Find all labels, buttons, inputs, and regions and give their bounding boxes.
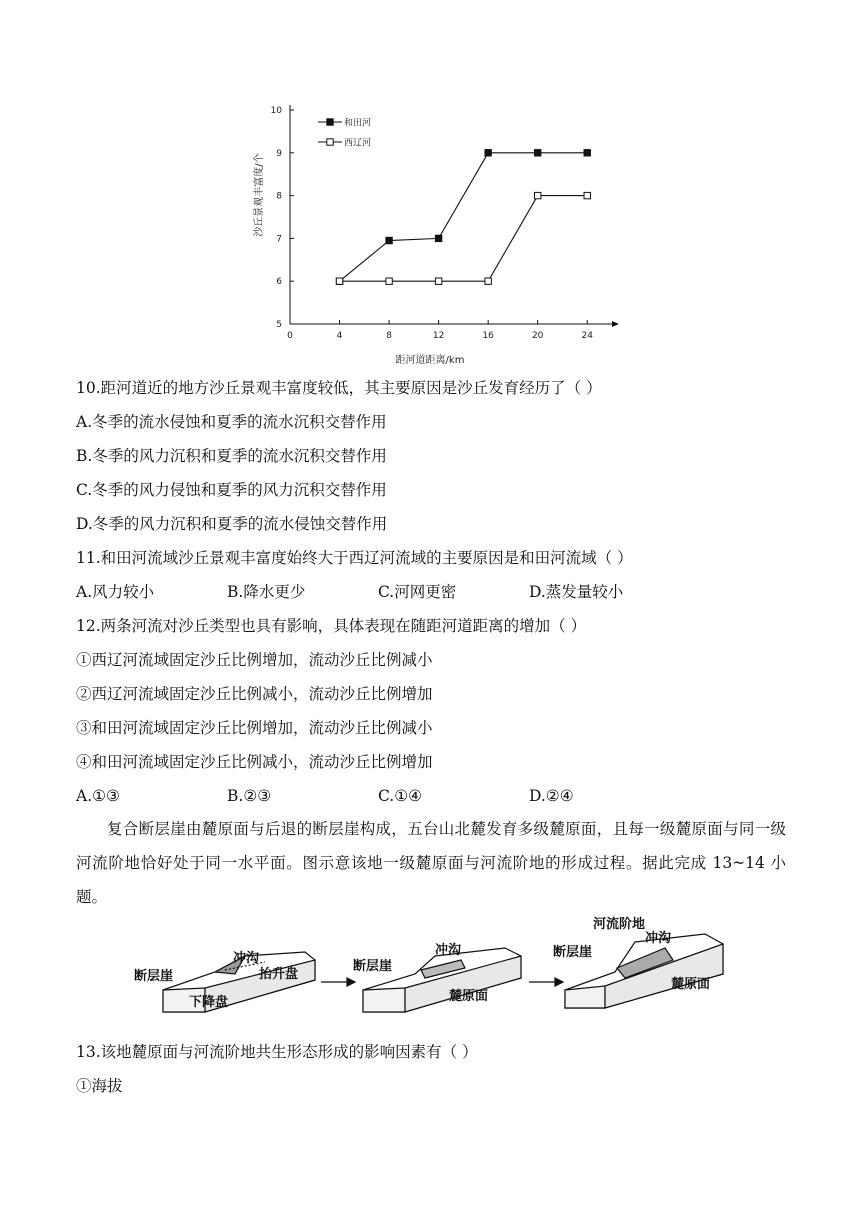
stage1-upthrow-label: 抬升盘 — [259, 967, 299, 982]
x-axis-label: 距河道距离/km — [395, 355, 465, 366]
data-point — [485, 278, 491, 284]
x-axis-arrow-icon — [612, 321, 619, 327]
q13-statement-1: ①海拔 — [76, 1077, 123, 1095]
q11-option-d: D.蒸发量较小 — [529, 583, 624, 601]
q12-stem: 12.两条河流对沙丘类型也具有影响，具体表现在随距河道距离的增加（ ） — [76, 617, 587, 635]
q12-statement-2: ②西辽河流域固定沙丘比例减小，流动沙丘比例增加 — [76, 685, 433, 703]
series-line-2 — [340, 196, 588, 282]
y-tick-label: 7 — [276, 234, 282, 245]
legend-marker-icon — [327, 119, 333, 125]
stage2-scarp-label: 断层崖 — [353, 959, 393, 974]
x-tick-label: 0 — [287, 331, 293, 341]
q12-statement-1: ①西辽河流域固定沙丘比例增加，流动沙丘比例减小 — [76, 651, 433, 669]
q10-option-a: A.冬季的流水侵蚀和夏季的流水沉积交替作用 — [76, 413, 387, 431]
data-point — [584, 192, 590, 198]
y-axis-label: 沙丘景观丰富度/个 — [254, 153, 265, 237]
x-tick-label: 24 — [581, 331, 593, 341]
intro-paragraph: 复合断层崖由麓原面与后退的断层崖构成，五台山北麓发育多级麓原面，且每一级麓原面与同一级河流阶地恰好处于同一水平面。图示意该地一级麓原面与河流阶地的形成过程。据此完成 13~14 小题。 — [76, 820, 786, 906]
q11-stem: 11.和田河流域沙丘景观丰富度始终大于西辽河流域的主要原因是和田河流域（ ） — [76, 549, 633, 567]
x-tick-label: 4 — [336, 331, 343, 341]
data-point — [485, 150, 491, 156]
arrow-1-icon — [321, 978, 355, 986]
q11-option-b: B.降水更少 — [227, 583, 306, 601]
stage3-terrace-label: 河流阶地 — [593, 917, 646, 932]
data-point — [435, 235, 441, 241]
y-tick-label: 6 — [276, 277, 282, 288]
q13-stem: 13.该地麓原面与河流阶地共生形态形成的影响因素有（ ） — [76, 1043, 478, 1061]
line-chart — [240, 95, 620, 370]
legend-label: 和田河 — [344, 118, 372, 129]
sand-dune-richness-chart — [240, 95, 620, 370]
arrow-2-icon — [529, 978, 563, 986]
legend-marker-icon — [327, 139, 333, 145]
q12-option-a: A.①③ — [76, 787, 120, 805]
x-tick-label: 12 — [432, 331, 445, 341]
stage3-gully-label: 冲沟 — [645, 931, 672, 946]
q12-option-b: B.②③ — [227, 787, 272, 805]
q12-option-c: C.①④ — [378, 787, 423, 805]
fault-scarp-formation-diagram — [125, 912, 745, 1022]
q11-options — [76, 582, 623, 602]
y-tick-label: 8 — [276, 191, 282, 202]
stage1-gully-label: 冲沟 — [233, 951, 260, 966]
data-point — [435, 278, 441, 284]
q10-stem: 10.距河道近的地方沙丘景观丰富度较低，其主要原因是沙丘发育经历了（ ） — [76, 379, 602, 397]
stage1-downthrow-label: 下降盘 — [189, 995, 229, 1010]
q10-option-d: D.冬季的风力沉积和夏季的流水侵蚀交替作用 — [76, 515, 388, 533]
q10-option-c: C.冬季的风力侵蚀和夏季的风力沉积交替作用 — [76, 481, 387, 499]
data-point — [386, 278, 392, 284]
stage1-scarp-label: 断层崖 — [134, 969, 174, 984]
x-tick-label: 8 — [386, 331, 392, 341]
stage2-pediment-label: 麓原面 — [449, 989, 489, 1004]
block-diagrams — [125, 912, 745, 1022]
stage3-scarp-label: 断层崖 — [553, 945, 593, 960]
q11-option-c: C.河网更密 — [378, 583, 457, 601]
legend-label: 西辽河 — [344, 138, 372, 149]
data-point — [336, 278, 342, 284]
data-point — [386, 237, 392, 243]
data-point — [584, 150, 590, 156]
stage2-gully-label: 冲沟 — [435, 943, 462, 958]
q12-statement-3: ③和田河流域固定沙丘比例增加，流动沙丘比例减小 — [76, 719, 433, 737]
q12-option-d: D.②④ — [529, 787, 574, 805]
data-point — [534, 150, 540, 156]
x-tick-label: 20 — [531, 331, 544, 341]
y-tick-label: 9 — [276, 148, 282, 159]
stage3-pediment-label: 麓原面 — [671, 977, 711, 992]
q12-options — [76, 786, 574, 806]
q11-option-a: A.风力较小 — [76, 583, 155, 601]
q10-option-b: B.冬季的风力沉积和夏季的流水沉积交替作用 — [76, 447, 387, 465]
data-point — [534, 192, 540, 198]
series-line-1 — [340, 153, 588, 281]
x-tick-label: 16 — [482, 331, 494, 341]
y-tick-label: 10 — [270, 106, 282, 116]
q12-statement-4: ④和田河流域固定沙丘比例减小，流动沙丘比例增加 — [76, 753, 433, 771]
y-tick-label: 5 — [276, 320, 282, 330]
